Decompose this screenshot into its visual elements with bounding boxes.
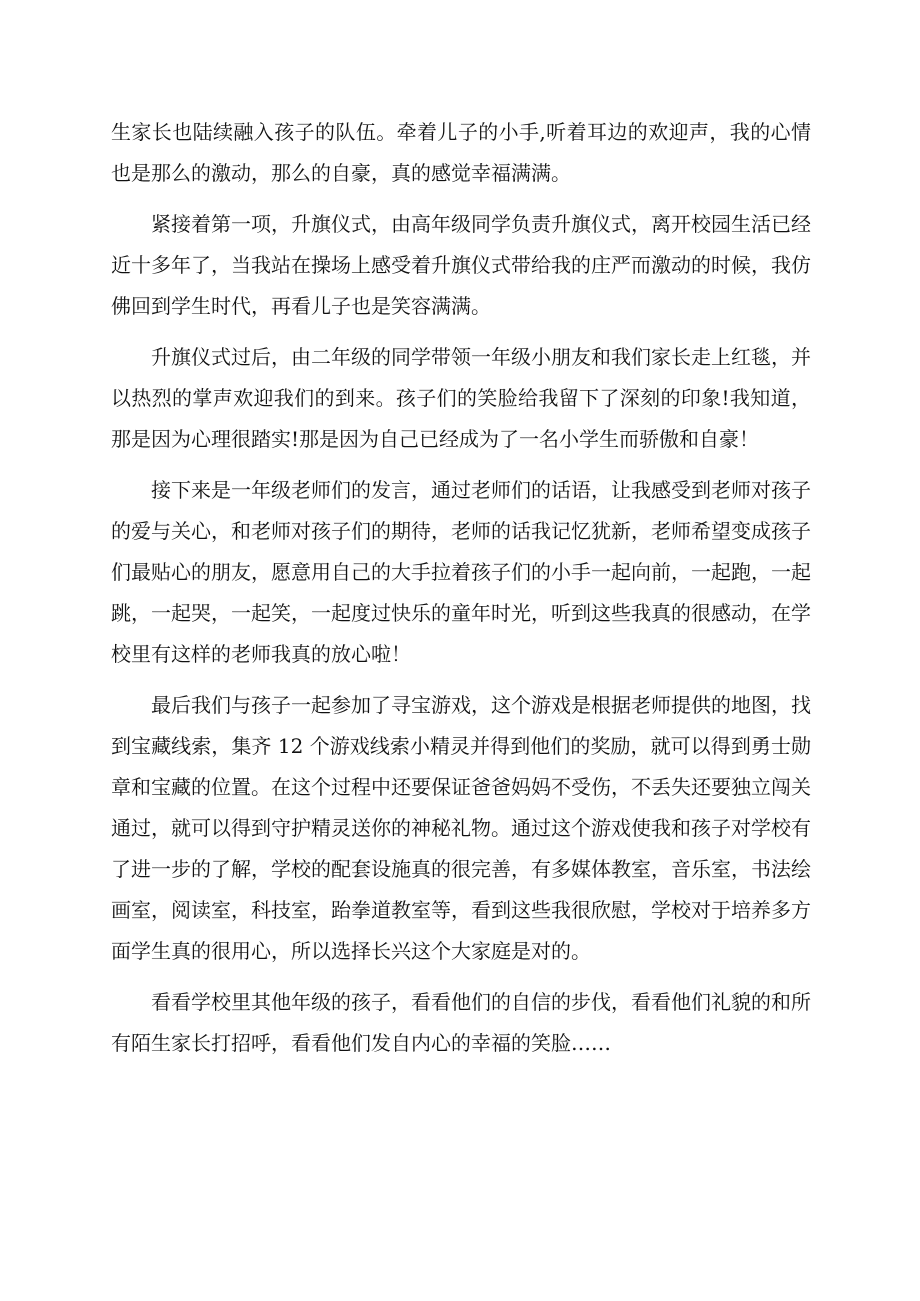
- paragraph-teacher-speech: 接下来是一年级老师们的发言，通过老师们的话语，让我感受到老师对孩子的爱与关心，和老师对孩子们的期待，老师的话我记忆犹新，老师希望变成孩子们最贴心的朋友，愿意用自己的大手拉着孩子们的小手一起向前，一起跑，一起跳，一起哭，一起笑，一起度过快乐的童年时光，听到这些我真的很感动，在学校里有这样的老师我真的放心啦！: [111, 478, 811, 666]
- paragraph-closing: 看看学校里其他年级的孩子，看看他们的自信的步伐，看看他们礼貌的和所有陌生家长打招呼，看看他们发自内心的幸福的笑脸……: [111, 990, 811, 1055]
- paragraph-red-carpet: 升旗仪式过后，由二年级的同学带领一年级小朋友和我们家长走上红毯，并以热烈的掌声欢迎我们的到来。孩子们的笑脸给我留下了深刻的印象!我知道，那是因为心理很踏实!那是因为自己已经成为了一名小学生而骄傲和自豪！: [111, 345, 811, 451]
- paragraph-flag-ceremony: 紧接着第一项，升旗仪式，由高年级同学负责升旗仪式，离开校园生活已经近十多年了，当我站在操场上感受着升旗仪式带给我的庄严而激动的时候，我仿佛回到学生时代，再看儿子也是笑容满满。: [111, 212, 811, 318]
- paragraph-continuation: 生家长也陆续融入孩子的队伍。牵着儿子的小手,听着耳边的欢迎声，我的心情也是那么的激动，那么的自豪，真的感觉幸福满满。: [111, 120, 811, 185]
- document-body: [111, 112, 811, 1074]
- paragraph-treasure-hunt: 最后我们与孩子一起参加了寻宝游戏，这个游戏是根据老师提供的地图，找到宝藏线索，集齐 12 个游戏线索小精灵并得到他们的奖励，就可以得到勇士勋章和宝藏的位置。在这个过程中还要保证爸爸妈妈不受伤，不丢失还要独立闯关通过，就可以得到守护精灵送你的神秘礼物。通过这个游戏使我和孩子对学校有了进一步的了解，学校的配套设施真的很完善，有多媒体教室，音乐室，书法绘画室，阅读室，科技室，跆拳道教室等，看到这些我很欣慰，学校对于培养多方面学生真的很用心，所以选择长兴这个大家庭是对的。: [111, 693, 811, 963]
